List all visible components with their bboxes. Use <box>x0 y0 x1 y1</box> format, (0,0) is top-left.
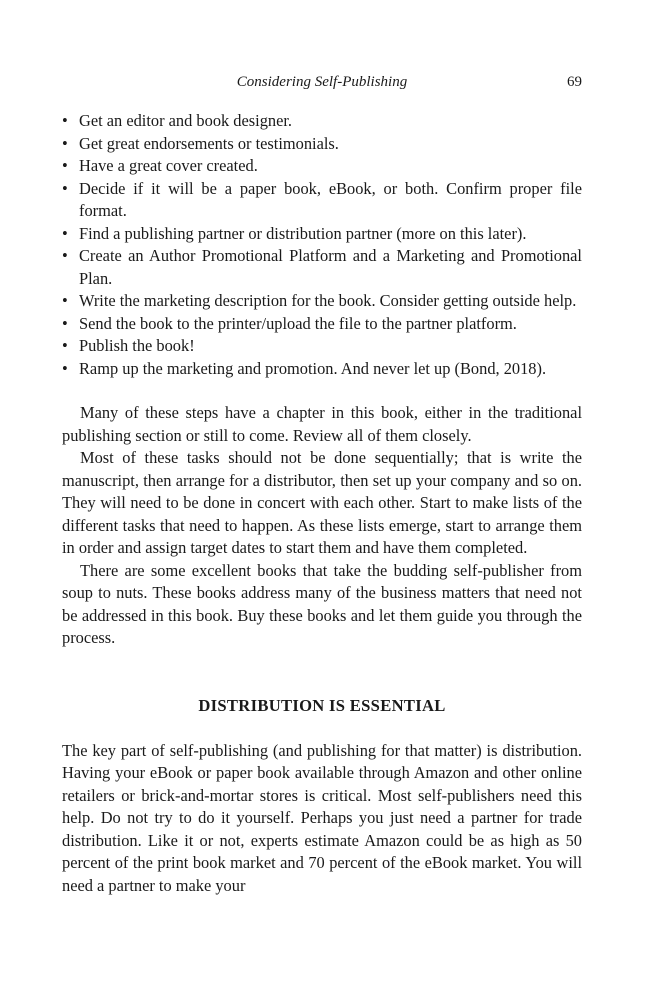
bullet-icon: • <box>62 246 68 265</box>
bullet-icon: • <box>62 313 68 333</box>
section-paragraph: The key part of self-publishing (and publishing for that matter) is distribution. Having your eBook or paper book available through Amazon and other online retailers or brick-and-mortar stores is critical. Most self-publishers need this help. Do not try to do it yourself. Perhaps you just need a partner for trade distribution. Like it or not, experts estimate Amazon could be as high as 50 percent of the print book market and 70 percent of the eBook market. You will need a partner to make your <box>62 740 582 895</box>
list-item <box>62 358 582 381</box>
bullet-icon: • <box>62 111 68 130</box>
list-item <box>62 110 582 133</box>
body-paragraph: Many of these steps have a chapter in this book, either in the traditional publishing section or still to come. Review all of them closely. <box>62 403 582 445</box>
section-heading: DISTRIBUTION IS ESSENTIAL <box>198 695 446 715</box>
list-item-text: Get great endorsements or testimonials. <box>79 133 339 153</box>
list-item-text: Send the book to the printer/upload the file to the partner platform. <box>79 313 517 333</box>
bullet-icon: • <box>62 223 68 243</box>
bullet-icon: • <box>62 336 68 355</box>
list-item <box>62 335 582 358</box>
book-page <box>62 0 582 1004</box>
list-item <box>62 155 582 178</box>
list-item-text: Find a publishing partner or distribution partner (more on this later). <box>79 223 527 243</box>
list-item <box>62 313 582 336</box>
list-item <box>62 133 582 156</box>
running-title: Considering Self-Publishing <box>236 74 408 90</box>
list-item <box>62 178 582 223</box>
list-item-text: Get an editor and book designer. <box>79 111 293 130</box>
list-item <box>62 245 582 290</box>
bullet-icon: • <box>62 358 68 378</box>
body-paragraph: Most of these tasks should not be done sequentially; that is write the manuscript, then arrange for a distributor, then set up your company and so on. They will need to be done in concert with each other. Start to make lists of the different tasks that need to happen. As these lists emerge, start to arrange them in order and assign target dates to start them and have them completed. <box>62 448 582 557</box>
bullet-icon: • <box>62 178 68 198</box>
list-item <box>62 223 582 246</box>
bullet-icon: • <box>62 133 68 153</box>
bullet-icon: • <box>62 156 68 175</box>
page-number: 69 <box>567 74 582 90</box>
body-paragraph: There are some excellent books that take the budding self-publisher from soup to nuts. These books address many of the business matters that need not be addressed in this book. Buy these books and let them guide you through the process. <box>62 560 582 647</box>
page-content <box>62 110 582 897</box>
list-item-text: Ramp up the marketing and promotion. And never let up (Bond, 2018). <box>79 358 547 378</box>
steps-bullet-list <box>62 110 582 380</box>
running-head <box>62 74 582 96</box>
list-item <box>62 290 582 313</box>
list-item-text: Decide if it will be a paper book, eBook, or both. Confirm proper file format. <box>79 178 582 220</box>
bullet-icon: • <box>62 291 68 310</box>
list-item-text: Publish the book! <box>79 336 195 355</box>
list-item-text: Write the marketing description for the book. Consider getting outside help. <box>79 291 577 310</box>
list-item-text: Create an Author Promotional Platform and a Marketing and Promotional Plan. <box>79 246 582 288</box>
list-item-text: Have a great cover created. <box>79 156 258 175</box>
